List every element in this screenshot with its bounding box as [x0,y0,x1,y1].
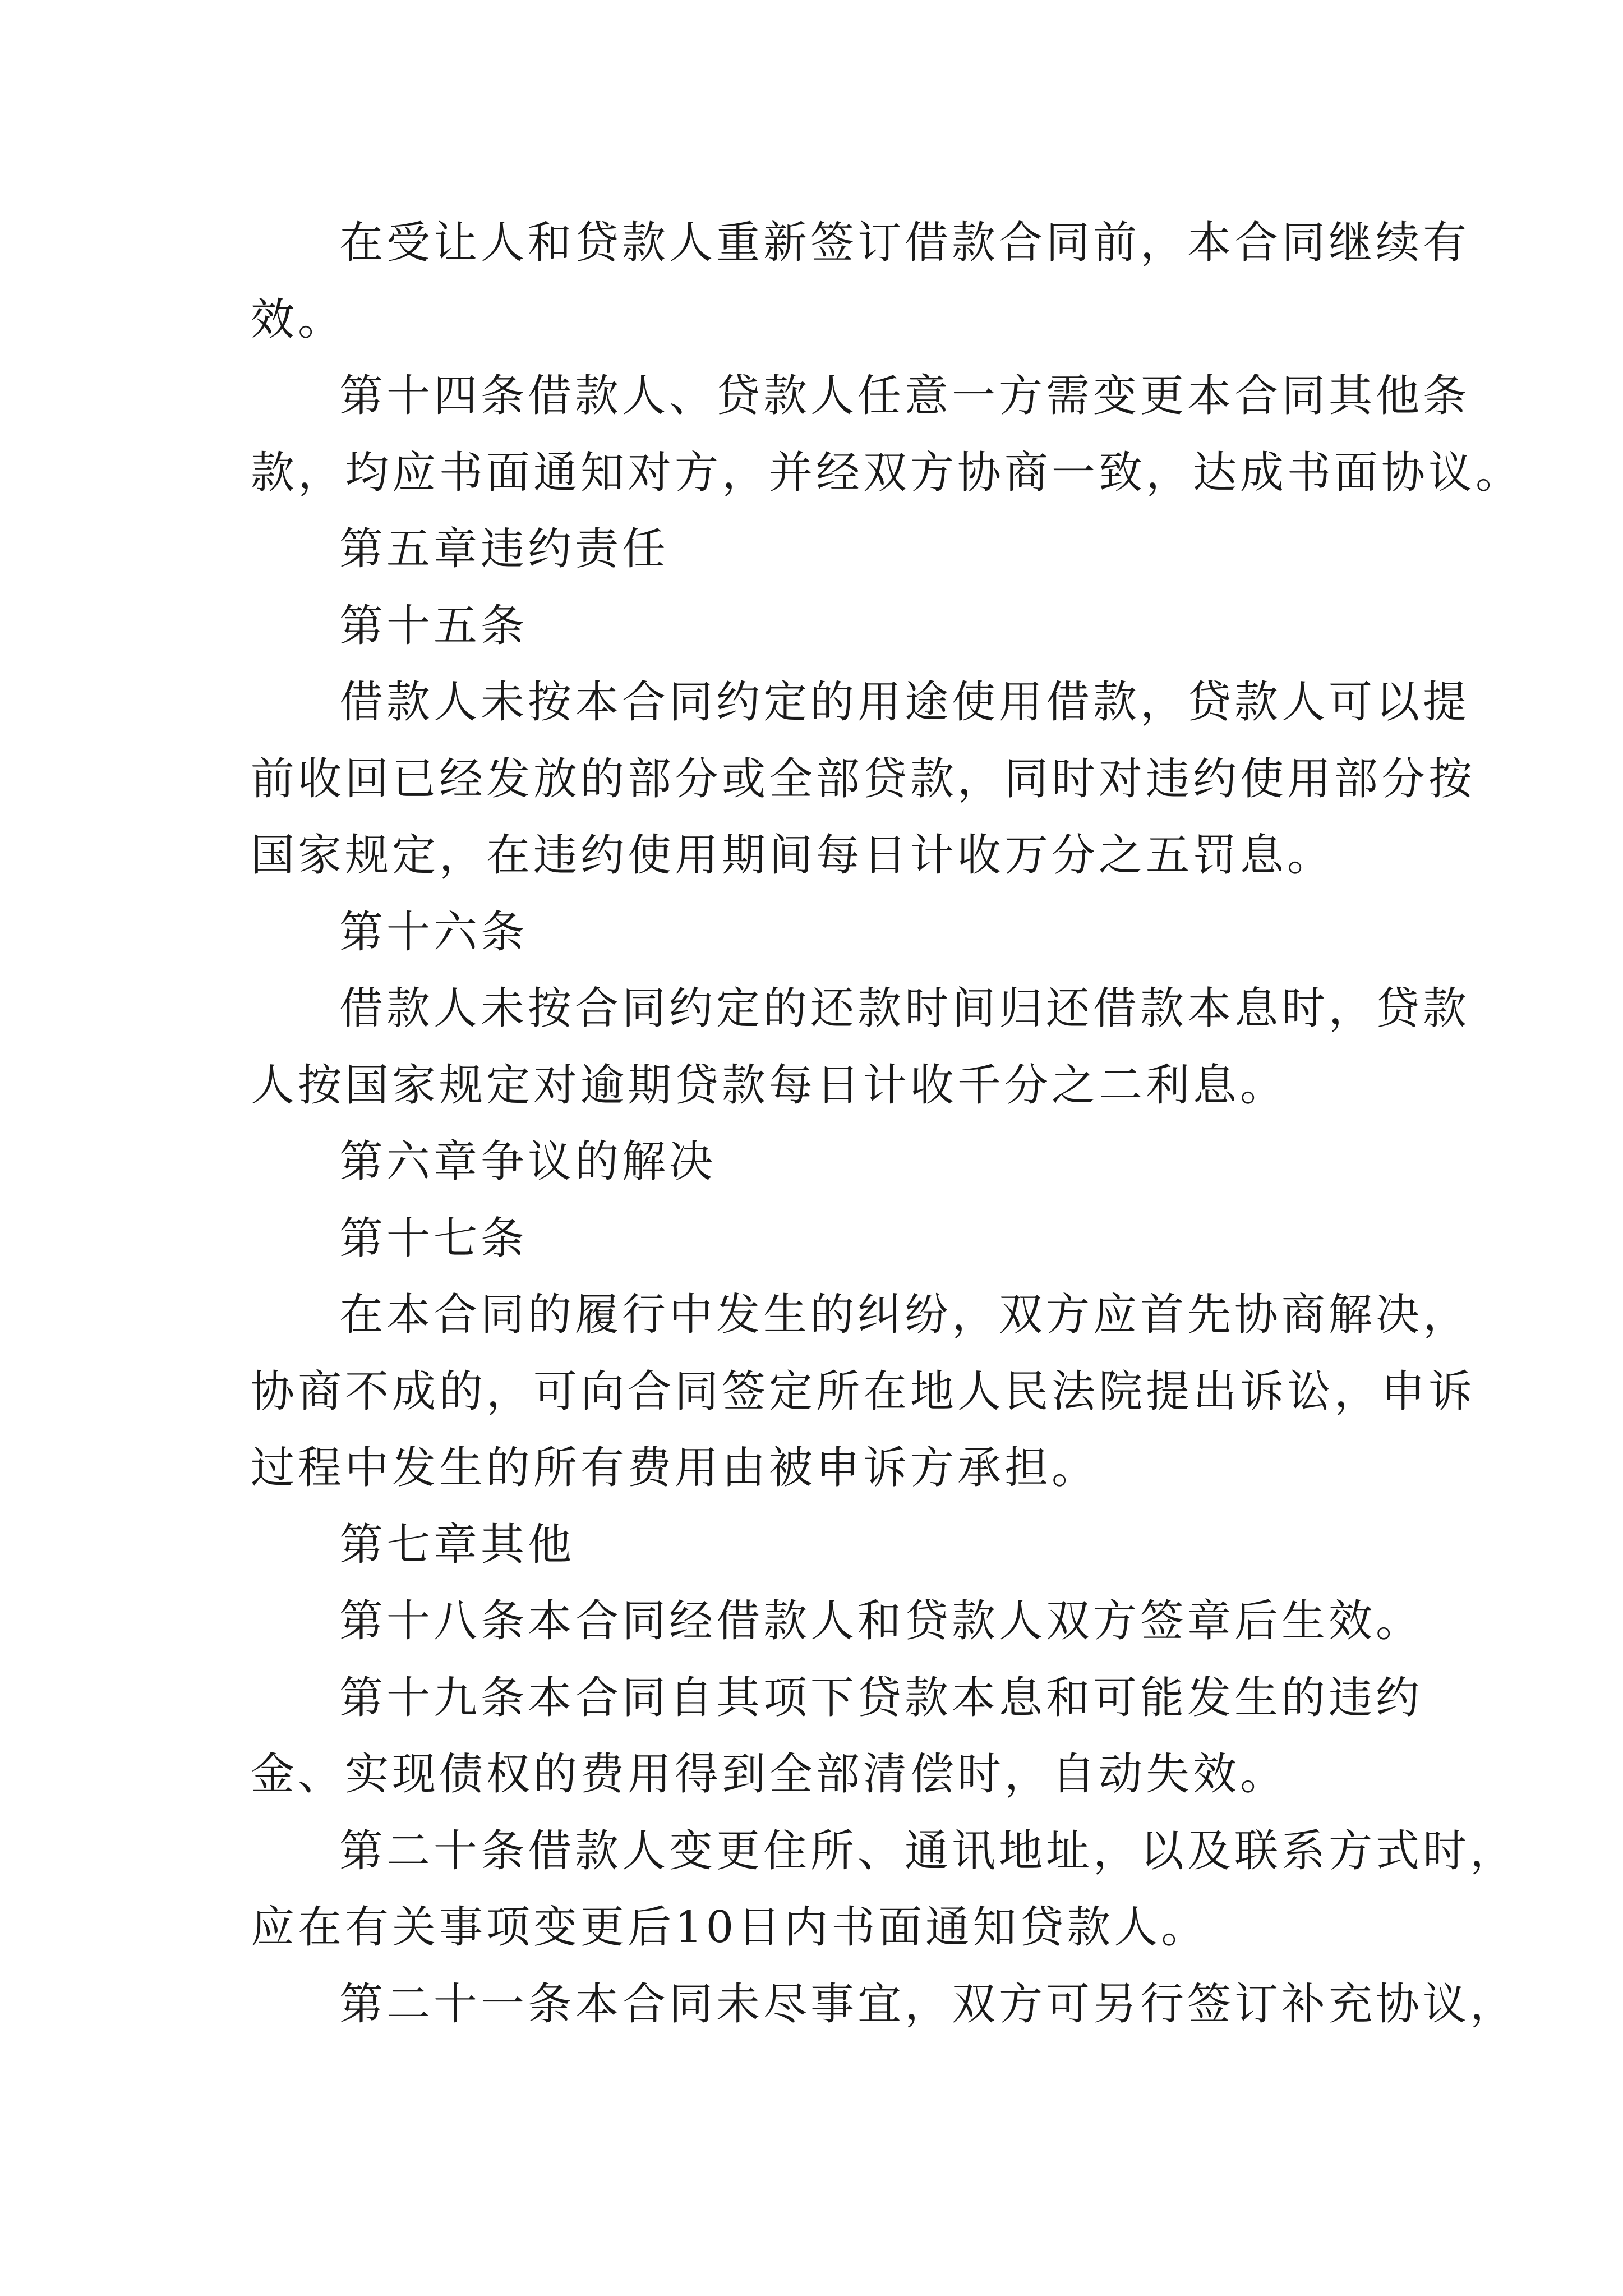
article-heading: 第十五条 [339,600,528,651]
chapter-heading: 第五章违约责任 [339,524,670,574]
text-line: 前收回已经发放的部分或全部贷款，同时对违约使用部分按 [251,753,1476,804]
text-line: 款，均应书面通知对方，并经双方协商一致，达成书面协议。 [251,447,1523,498]
text-line: 协商不成的，可向合同签定所在地人民法院提出诉讼，申诉 [251,1366,1476,1417]
text-line: 借款人未按合同约定的还款时间归还借款本息时，贷款 [339,983,1470,1034]
article-heading: 第十七条 [339,1213,528,1264]
text-line: 第二十一条本合同未尽事宜，双方可另行签订补充协议， [339,1978,1518,2030]
text-line: 借款人未按本合同约定的用途使用借款，贷款人可以提 [339,677,1470,728]
text-line: 应在有关事项变更后10日内书面通知贷款人。 [251,1902,1209,1953]
text-line: 第十九条本合同自其项下贷款本息和可能发生的违约 [339,1672,1423,1723]
text-line: 人按国家规定对逾期贷款每日计收千分之二利息。 [251,1060,1288,1111]
chapter-heading: 第六章争议的解决 [339,1137,717,1187]
text-line: 国家规定，在违约使用期间每日计收万分之五罚息。 [251,830,1335,881]
text-line: 第十四条借款人、贷款人任意一方需变更本合同其他条 [339,371,1470,421]
text-line: 金、实现债权的费用得到全部清偿时，自动失效。 [251,1749,1288,1800]
text-line: 第十八条本合同经借款人和贷款人双方签章后生效。 [339,1596,1423,1646]
text-line: 第二十条借款人变更住所、通讯地址，以及联系方式时， [339,1825,1518,1876]
text-line: 过程中发生的所有费用由被申诉方承担。 [251,1443,1099,1493]
text-line: 在本合同的履行中发生的纠纷，双方应首先协商解决， [339,1290,1470,1340]
text-line: 在受让人和贷款人重新签订借款合同前，本合同继续有 [339,218,1470,268]
document-body [251,205,1523,2042]
chapter-heading: 第七章其他 [339,1519,575,1570]
text-line: 效。 [251,294,345,345]
article-heading: 第十六条 [339,907,528,958]
